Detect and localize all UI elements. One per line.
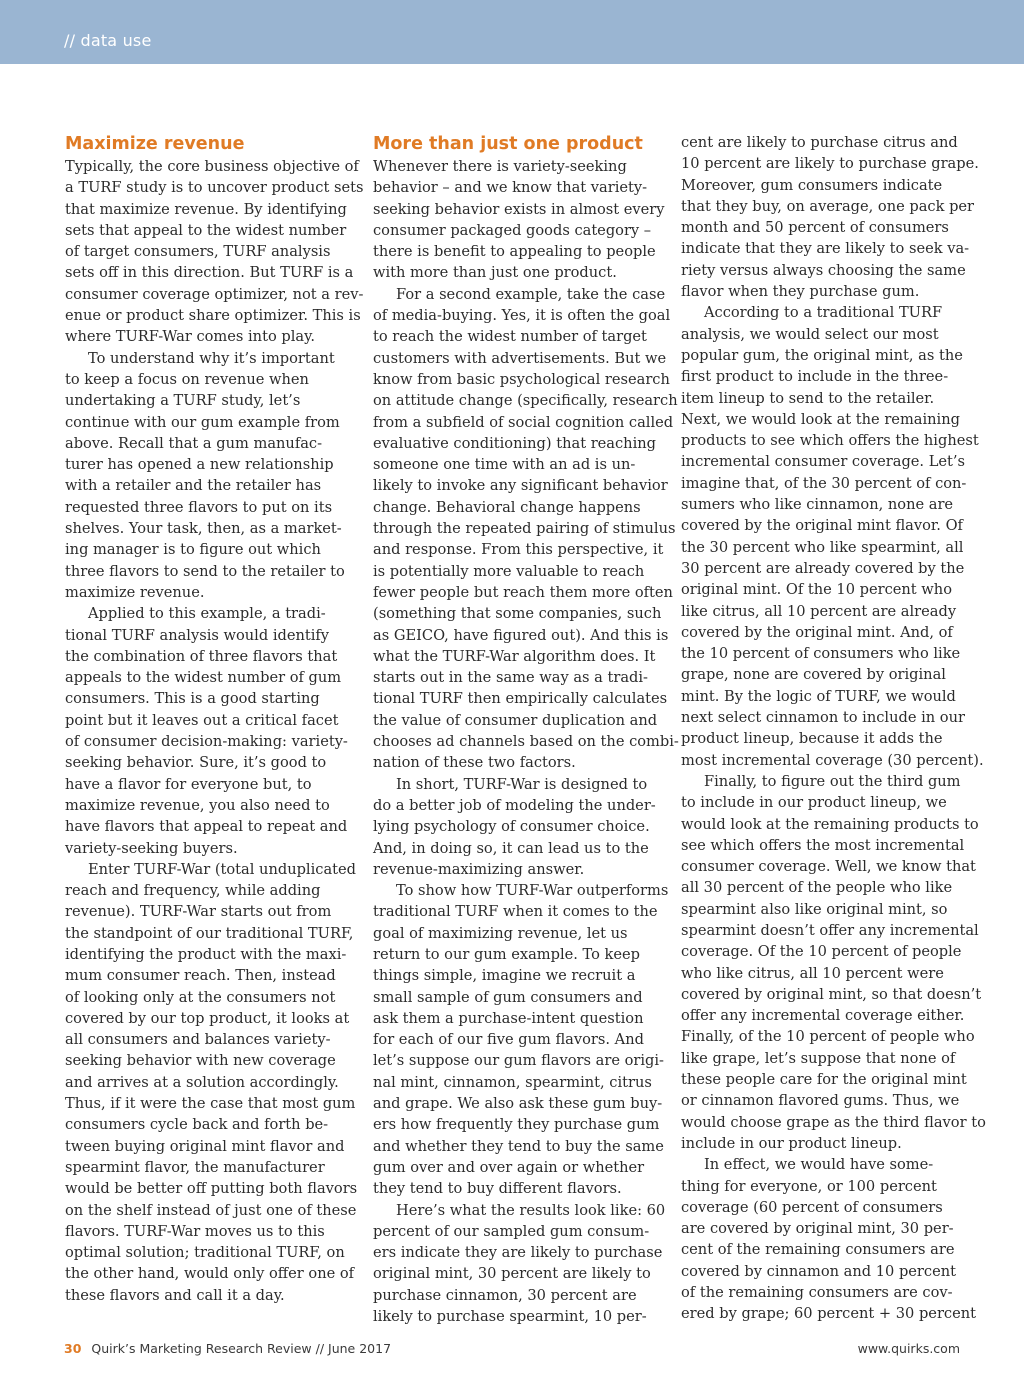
text-line: Thus, if it were the case that most gum [65, 1095, 356, 1113]
text-line: variety-seeking buyers. [65, 839, 238, 857]
text-line: nation of these two factors. [373, 754, 576, 772]
text-line: percent of our sampled gum consum- [373, 1222, 650, 1240]
text-line: do a better job of modeling the under- [373, 796, 656, 814]
text-line: In effect, we would have some- [704, 1156, 934, 1174]
text-line: riety versus always choosing the same [681, 261, 966, 279]
text-line: all 30 percent of the people who like [681, 879, 953, 897]
text-line: consumers cycle back and forth be- [65, 1116, 329, 1134]
text-line: item lineup to send to the retailer. [681, 389, 935, 407]
text-line: Typically, the core business objective of [65, 158, 359, 175]
text-line: indicate that they are likely to seek va- [681, 240, 970, 258]
text-line: on attitude change (specifically, research [373, 392, 678, 410]
text-line: customers with advertisements. But we [373, 349, 667, 367]
text-line: things simple, imagine we recruit a [373, 967, 636, 985]
text-line: of target consumers, TURF analysis [65, 243, 331, 261]
text-line: the standpoint of our traditional TURF, [65, 924, 354, 942]
text-line: traditional TURF when it comes to the [373, 903, 658, 921]
text-line: mint. By the logic of TURF, we would [681, 687, 956, 705]
text-line: purchase cinnamon, 30 percent are [373, 1286, 637, 1304]
text-line: ers indicate they are likely to purchase [373, 1244, 663, 1262]
text-line: coverage (60 percent of consumers [681, 1198, 943, 1216]
text-line: the combination of three flavors that [65, 647, 338, 665]
text-line: undertaking a TURF study, let’s [65, 392, 301, 410]
website-url: www.quirks.com [857, 1341, 960, 1356]
text-line: enue or product share optimizer. This is [65, 307, 361, 325]
text-line: a TURF study is to uncover product sets [65, 179, 364, 197]
text-line: are covered by original mint, 30 per- [681, 1220, 954, 1238]
text-line: consumer packaged goods category – [373, 221, 652, 239]
text-line: see which offers the most incremental [681, 836, 965, 854]
text-line: sets that appeal to the widest number [65, 221, 347, 239]
text-line: turer has opened a new relationship [65, 456, 334, 474]
text-line: thing for everyone, or 100 percent [681, 1177, 937, 1195]
text-line: and grape. We also ask these gum buy- [373, 1095, 663, 1113]
text-line: who like citrus, all 10 percent were [681, 964, 944, 982]
text-line: is potentially more valuable to reach [373, 562, 645, 580]
text-line: someone one time with an ad is un- [373, 456, 636, 474]
text-line: Whenever there is variety-seeking [373, 158, 627, 175]
text-line: incremental consumer coverage. Let’s [681, 453, 966, 471]
text-line: return to our gum example. To keep [373, 945, 641, 963]
text-line: And, in doing so, it can lead us to the [373, 839, 649, 857]
text-line: what the TURF-War algorithm does. It [373, 647, 656, 665]
text-line: appeals to the widest number of gum [65, 669, 342, 687]
text-line: for each of our five gum flavors. And [373, 1031, 644, 1049]
text-line: these flavors and call it a day. [65, 1286, 285, 1304]
text-line: like citrus, all 10 percent are already [681, 602, 957, 620]
text-line: cent of the remaining consumers are [681, 1241, 955, 1259]
text-line: there is benefit to appealing to people [373, 243, 656, 261]
section-heading: More than just one product [373, 134, 643, 154]
text-line: from a subfield of social cognition called [373, 413, 674, 431]
text-line: reach and frequency, while adding [65, 882, 321, 900]
text-line: point but it leaves out a critical facet [65, 711, 339, 729]
text-line: like grape, let’s suppose that none of [681, 1049, 956, 1067]
text-line: seeking behavior. Sure, it’s good to [65, 754, 327, 772]
text-line: coverage. Of the 10 percent of people [681, 943, 962, 961]
text-line: would look at the remaining products to [681, 815, 979, 833]
text-line: analysis, we would select our most [681, 325, 939, 343]
text-line: ers how frequently they purchase gum [373, 1116, 660, 1134]
text-line: ing manager is to figure out which [65, 541, 321, 559]
text-line: would be better off putting both flavors [65, 1180, 358, 1198]
text-line: these people care for the original mint [681, 1071, 967, 1089]
text-line: have flavors that appeal to repeat and [65, 818, 348, 836]
text-line: of the remaining consumers are cov- [681, 1284, 953, 1302]
text-line: Applied to this example, a tradi- [88, 605, 326, 623]
text-line: mum consumer reach. Then, instead [65, 967, 336, 985]
text-line: chooses ad channels based on the combi- [373, 733, 679, 751]
text-line: seeking behavior with new coverage [65, 1052, 336, 1070]
text-line: small sample of gum consumers and [373, 988, 643, 1006]
text-line: products to see which offers the highest [681, 432, 979, 450]
section-heading: Maximize revenue [65, 134, 245, 154]
text-line: and response. From this perspective, it [373, 541, 664, 559]
article-column-2 [373, 132, 679, 1327]
text-line: flavor when they purchase gum. [681, 283, 920, 301]
text-line: to reach the widest number of target [373, 328, 647, 346]
text-line: all consumers and balances variety- [65, 1031, 331, 1049]
text-line: covered by the original mint flavor. Of [681, 517, 963, 535]
text-line: let’s suppose our gum flavors are origi- [373, 1052, 664, 1070]
text-line: they tend to buy different flavors. [373, 1180, 622, 1198]
text-line: revenue-maximizing answer. [373, 860, 585, 878]
text-line: sets off in this direction. But TURF is a [65, 264, 354, 282]
text-line: Moreover, gum consumers indicate [681, 176, 943, 194]
text-line: For a second example, take the case [396, 285, 666, 303]
text-line: the 30 percent who like spearmint, all [681, 538, 964, 556]
text-line: fewer people but reach them more often [373, 583, 673, 601]
text-line: requested three flavors to put on its [65, 498, 333, 516]
text-line: spearmint doesn’t offer any incremental [681, 921, 979, 939]
text-line: In short, TURF-War is designed to [396, 775, 648, 793]
text-line: (something that some companies, such [373, 605, 662, 623]
text-line: with a retailer and the retailer has [65, 477, 322, 495]
text-line: three flavors to send to the retailer to [65, 562, 345, 580]
text-line: Finally, of the 10 percent of people who [681, 1028, 975, 1046]
text-line: 10 percent are likely to purchase grape. [681, 155, 979, 173]
text-line: maximize revenue, you also need to [65, 796, 330, 814]
text-line: consumer coverage optimizer, not a rev- [65, 285, 364, 303]
text-line: shelves. Your task, then, as a market- [65, 520, 342, 538]
section-header-bar [0, 0, 1024, 64]
text-line: Next, we would look at the remaining [681, 410, 960, 428]
text-line: goal of maximizing revenue, let us [373, 924, 628, 942]
section-label: // data use [64, 31, 152, 50]
article-column-3 [681, 132, 986, 1325]
text-line: spearmint flavor, the manufacturer [65, 1158, 325, 1176]
text-line: original mint. Of the 10 percent who [681, 581, 952, 599]
text-line: spearmint also like original mint, so [681, 900, 948, 918]
text-line: on the shelf instead of just one of these [65, 1201, 357, 1219]
text-line: covered by cinnamon and 10 percent [681, 1262, 956, 1280]
text-line: gum over and over again or whether [373, 1158, 645, 1176]
text-line: According to a traditional TURF [704, 304, 943, 322]
text-line: 30 percent are already covered by the [681, 559, 965, 577]
text-line: tional TURF then empirically calculates [373, 690, 668, 708]
text-line: that they buy, on average, one pack per [681, 197, 975, 215]
text-line: have a flavor for everyone but, to [65, 775, 312, 793]
text-line: lying psychology of consumer choice. [373, 818, 650, 836]
text-line: and arrives at a solution accordingly. [65, 1073, 339, 1091]
text-line: ered by grape; 60 percent + 30 percent [681, 1305, 976, 1323]
text-line: Here’s what the results look like: 60 [396, 1201, 666, 1219]
text-line: evaluative conditioning) that reaching [373, 434, 656, 452]
text-line: cent are likely to purchase citrus and [681, 134, 958, 151]
text-line: the value of consumer duplication and [373, 711, 658, 729]
text-line: maximize revenue. [65, 583, 205, 601]
text-line: revenue). TURF-War starts out from [65, 903, 332, 921]
text-line: next select cinnamon to include in our [681, 709, 965, 727]
text-line: know from basic psychological research [373, 370, 670, 388]
text-line: grape, none are covered by original [681, 666, 946, 684]
text-line: that maximize revenue. By identifying [65, 200, 347, 218]
text-line: To understand why it’s important [88, 349, 335, 367]
text-line: through the repeated pairing of stimulus [373, 520, 676, 538]
text-line: first product to include in the three- [681, 368, 949, 386]
text-line: ask them a purchase-intent question [373, 1009, 644, 1027]
text-line: above. Recall that a gum manufac- [65, 434, 323, 452]
text-line: most incremental coverage (30 percent). [681, 751, 984, 769]
text-line: would choose grape as the third flavor to [681, 1113, 986, 1131]
text-line: likely to purchase spearmint, 10 per- [373, 1308, 647, 1326]
text-line: covered by the original mint. And, of [681, 623, 953, 641]
text-line: product lineup, because it adds the [681, 730, 943, 748]
text-line: change. Behavioral change happens [373, 498, 641, 516]
text-line: sumers who like cinnamon, none are [681, 496, 954, 514]
text-line: the 10 percent of consumers who like [681, 645, 961, 663]
text-line: seeking behavior exists in almost every [373, 200, 665, 218]
text-line: to include in our product lineup, we [681, 794, 947, 812]
text-line: likely to invoke any significant behavior [373, 477, 668, 495]
text-line: include in our product lineup. [681, 1134, 902, 1152]
text-line: starts out in the same way as a tradi- [373, 669, 648, 687]
text-line: flavors. TURF-War moves us to this [65, 1222, 325, 1240]
text-line: behavior – and we know that variety- [373, 179, 648, 197]
footer-left [64, 1341, 391, 1356]
text-line: consumer coverage. Well, we know that [681, 858, 976, 876]
text-line: and whether they tend to buy the same [373, 1137, 664, 1155]
text-line: month and 50 percent of consumers [681, 219, 949, 237]
text-line: with more than just one product. [373, 264, 617, 282]
text-line: consumers. This is a good starting [65, 690, 320, 708]
text-line: or cinnamon flavored gums. Thus, we [681, 1092, 960, 1110]
text-line: optimal solution; traditional TURF, on [65, 1244, 345, 1262]
text-line: To show how TURF-War outperforms [396, 882, 669, 900]
text-line: covered by our top product, it looks at [65, 1009, 350, 1027]
text-line: popular gum, the original mint, as the [681, 346, 963, 364]
text-line: covered by original mint, so that doesn’t [681, 985, 982, 1003]
text-line: tween buying original mint flavor and [65, 1137, 345, 1155]
text-line: offer any incremental coverage either. [681, 1007, 965, 1025]
text-line: identifying the product with the maxi- [65, 945, 347, 963]
text-line: Finally, to figure out the third gum [704, 772, 961, 790]
article-column-1 [65, 132, 364, 1306]
text-line: imagine that, of the 30 percent of con- [681, 474, 967, 492]
text-line: continue with our gum example from [65, 413, 340, 431]
publication-title: Quirk’s Marketing Research Review // June 2017 [91, 1341, 392, 1356]
text-line: of consumer decision-making: variety- [65, 733, 348, 751]
text-line: original mint, 30 percent are likely to [373, 1265, 651, 1283]
text-line: of looking only at the consumers not [65, 988, 336, 1006]
text-line: the other hand, would only offer one of [65, 1265, 355, 1283]
text-line: of media-buying. Yes, it is often the goal [373, 307, 671, 325]
text-line: Enter TURF-War (total unduplicated [88, 860, 356, 878]
text-line: where TURF-War comes into play. [65, 328, 316, 346]
page-number: 30 [64, 1341, 82, 1356]
text-line: to keep a focus on revenue when [65, 370, 309, 388]
text-line: nal mint, cinnamon, spearmint, citrus [373, 1073, 652, 1091]
text-line: as GEICO, have figured out). And this is [373, 626, 669, 644]
text-line: tional TURF analysis would identify [65, 626, 330, 644]
